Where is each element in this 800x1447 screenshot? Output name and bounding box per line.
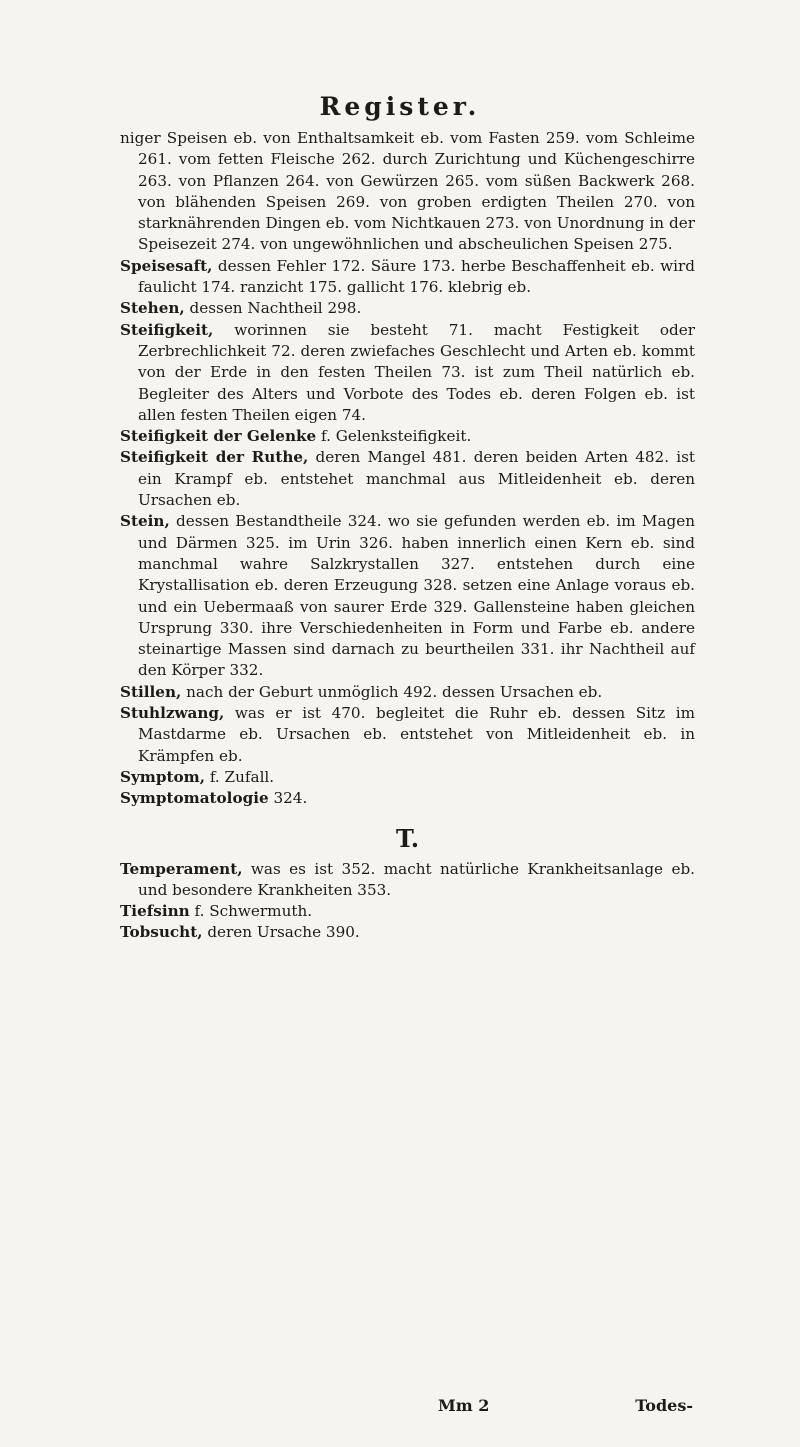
entry-headword: Steifigkeit der Ruthe,	[120, 448, 309, 467]
index-entry	[120, 511, 695, 681]
entry-headword: Stillen,	[120, 682, 182, 701]
entry-text: niger Speisen eb. von Enthaltsamkeit eb. vom Fasten 259. vom Schleime 261. vom fetten Fleische 262. durch Zurichtung und Küchengeschirre 263. von Pflanzen 264. von Gewürzen 265. vom süßen Backwerk 268. von blähenden Speisen 269. von groben erdigten Theilen 270. von starknährenden Dingen eb. vom Nichtkauen 273. von Unordnung in der Speisezeit 274. von ungewöhnlichen und abscheulichen Speisen 275.	[120, 129, 695, 254]
entry-text: dessen Bestandtheile 324. wo sie gefunden werden eb. im Magen und Därmen 325. im Urin 326. haben innerlich einen Kern eb. sind manchmal wahre Salzkrystallen 327. entstehen durch eine Krystallisation eb. deren Erzeugung 328. setzen eine Anlage voraus eb. und ein Uebermaaß von saurer Erde 329. Gallensteine haben gleichen Ursprung 330. ihre Verschiedenheiten in Form und Farbe eb. andere steinartige Massen sind darnach zu beurtheilen 331. ihr Nachtheil auf den Körper 332.	[138, 512, 695, 680]
index-entry	[120, 320, 695, 426]
index-body	[120, 128, 695, 944]
entry-text: nach der Geburt unmöglich 492. dessen Ursachen eb.	[181, 682, 603, 701]
entry-text: deren Ursache 390.	[202, 923, 360, 942]
entry-headword: Stuhlzwang,	[120, 704, 225, 723]
entry-headword: Temperament,	[120, 859, 243, 878]
entry-text: was es ist 352. macht natürliche Krankheitsanlage eb. und besondere Krankheiten 353.	[138, 859, 695, 899]
index-entry	[120, 922, 695, 943]
index-entry	[120, 703, 695, 767]
index-entry	[120, 901, 695, 922]
signature-mark: Mm 2	[438, 1396, 490, 1415]
entries-t	[120, 859, 695, 944]
entries-s	[120, 128, 695, 810]
entry-text: f. Gelenksteifigkeit.	[316, 427, 472, 446]
entry-text: dessen Nachtheil 298.	[184, 299, 362, 318]
catchword: Todes-	[635, 1396, 693, 1415]
entry-text: deren Mangel 481. deren beiden Arten 482. ist ein Krampf eb. entstehet manchmal aus Mitleidenheit eb. deren Ursachen eb.	[138, 448, 695, 510]
entry-headword: Stehen,	[120, 299, 185, 318]
index-entry	[120, 298, 695, 319]
index-entry	[120, 128, 695, 256]
entry-text: f. Zufall.	[205, 767, 275, 786]
entry-headword: Speisesaft,	[120, 256, 213, 275]
entry-headword: Tiefsinn	[120, 902, 190, 921]
entry-text: 324.	[268, 789, 308, 808]
index-entry	[120, 788, 695, 809]
entry-headword: Tobsucht,	[120, 923, 203, 942]
entry-headword: Steifigkeit,	[120, 320, 214, 339]
entry-text: was er ist 470. begleitet die Ruhr eb. dessen Sitz im Mastdarme eb. Ursachen eb. entstehet von Mitleidenheit eb. in Krämpfen eb.	[138, 704, 695, 765]
index-entry	[120, 859, 695, 902]
index-entry	[120, 256, 695, 299]
entry-text: f. Schwermuth.	[189, 902, 313, 921]
index-entry	[120, 767, 695, 788]
entry-headword: Stein,	[120, 512, 170, 531]
index-entry	[120, 447, 695, 511]
entry-headword: Steifigkeit der Gelenke	[120, 427, 317, 446]
entry-headword: Symptomatologie	[120, 789, 269, 808]
index-entry	[120, 682, 695, 703]
entry-text: dessen Fehler 172. Säure 173. herbe Beschaffenheit eb. wird faulicht 174. ranzicht 175. gallicht 176. klebrig eb.	[138, 256, 695, 297]
entry-text: worinnen sie besteht 71. macht Festigkeit oder Zerbrechlichkeit 72. deren zwiefaches Geschlecht und Arten eb. kommt von der Erde in den festen Theilen 73. ist zum Theil natürlich eb. Begleiter des Alters und Vorbote des Todes eb. deren Folgen eb. ist allen festen Theilen eigen 74.	[138, 320, 695, 424]
entry-headword: Symptom,	[120, 767, 205, 786]
running-head: Register.	[319, 92, 481, 121]
index-entry	[120, 426, 695, 447]
section-letter-t: T.	[395, 823, 420, 853]
page-footer	[138, 1396, 693, 1422]
